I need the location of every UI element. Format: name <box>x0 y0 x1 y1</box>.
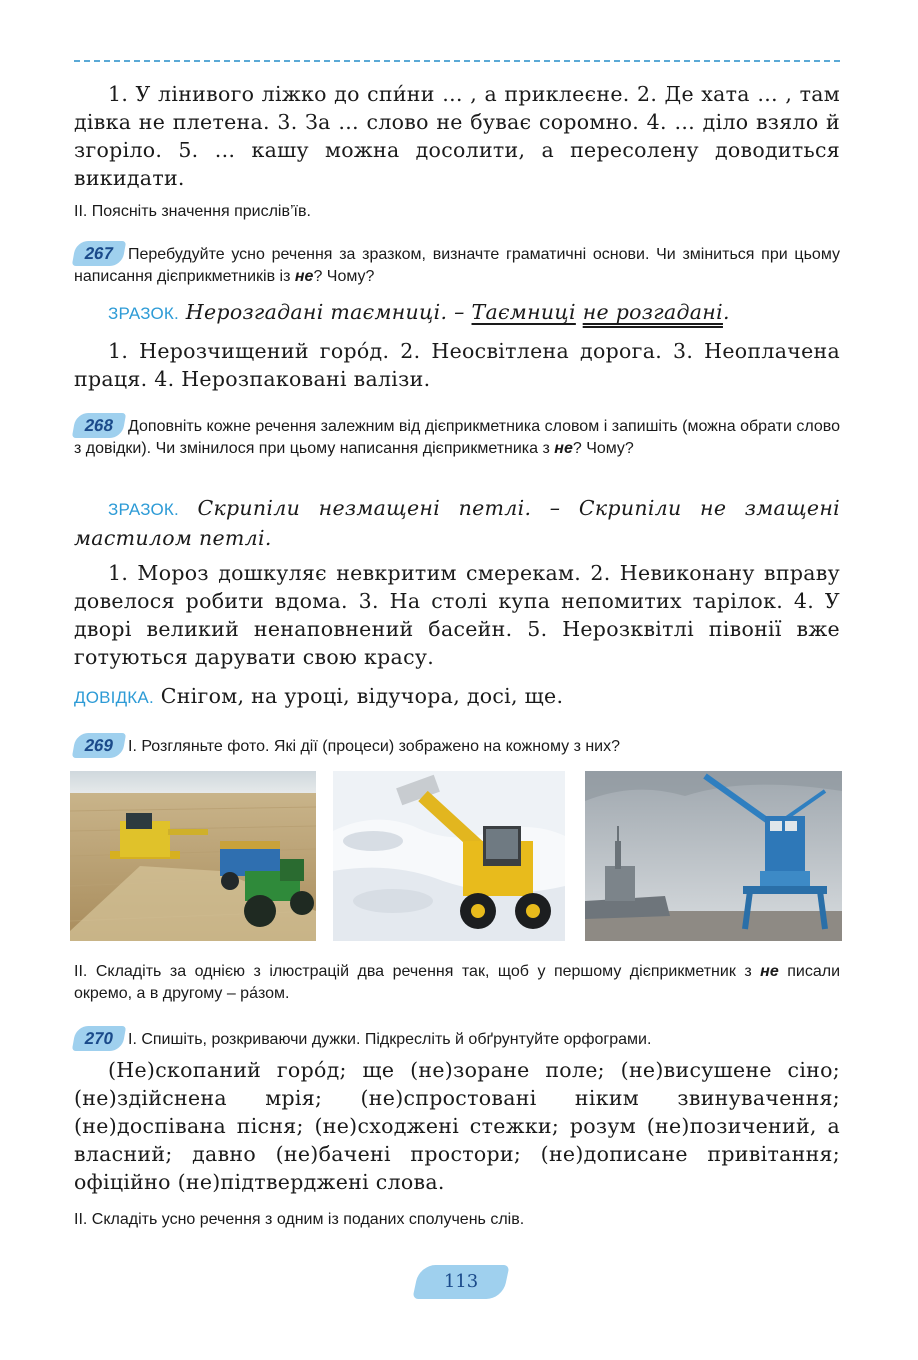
ex267-task-text: Перебудуйте усно речення за зразком, визначте граматичні основи. Чи зміниться при цьому написання дієприкметників із <box>74 246 840 285</box>
ex268-hint <box>74 682 840 712</box>
exercise-number-badge: 269 <box>72 733 126 758</box>
top-dashed-divider <box>74 60 840 62</box>
ex268-sample <box>74 494 840 552</box>
ex268-task <box>74 413 840 460</box>
exercise-number-badge: 268 <box>72 413 126 438</box>
ex266-task2: ІІ. Поясніть значення прислів’їв. <box>74 203 311 220</box>
ex270-task2: ІІ. Складіть усно речення з одним із поданих сполучень слів. <box>74 1211 525 1228</box>
harvest-photo <box>70 771 316 941</box>
sample-label: ЗРАЗОК. <box>108 500 179 519</box>
sample-text: Скрипіли незмащені петлі. – Скрипіли не змащені мастилом петлі. <box>74 496 840 550</box>
ex269-task2-ne: не <box>760 963 779 980</box>
port-crane-photo <box>585 771 842 941</box>
ex269-task1 <box>74 733 840 758</box>
sample-end: . <box>722 300 730 324</box>
ex268-task-ne: не <box>554 440 573 457</box>
sample-label: ЗРАЗОК. <box>108 304 179 323</box>
ex267-task-ne: не <box>294 268 314 285</box>
ex267-sample <box>74 298 840 328</box>
ex267-task-end: ? Чому? <box>313 268 375 285</box>
proverbs-text: 1. У лінивого ліжко до спи́ни … , а приклеєне. 2. Де хата … , там дівка не плетена. 3. За … слово не буває соромно. 4. … діло взяло й згоріло. 5. … кашу можна досолити, а пересолену доводиться викидати. <box>74 82 840 190</box>
exercise-number-badge: 270 <box>72 1026 126 1051</box>
snow-loader-photo <box>333 771 565 941</box>
ex268-task-end: ? Чому? <box>572 440 634 457</box>
exercise-number-badge: 267 <box>72 241 126 266</box>
sample-subject: Таємниці <box>471 300 576 324</box>
ex269-task1-text: І. Розгляньте фото. Які дії (процеси) зображено на кожному з них? <box>128 738 621 755</box>
hint-label: ДОВІДКА. <box>74 688 154 707</box>
sample-predicate: не розгадані <box>582 300 723 324</box>
ex269-task2-text: ІІ. Складіть за однією з ілюстрацій два речення так, щоб у першому дієприкметник з <box>74 963 761 980</box>
ex270-task1 <box>74 1026 840 1051</box>
ex270-text: (Не)скопаний горо́д; ще (не)зоране поле; (не)висушене сіно; (не)здійснена мрія; (не)спростовані ніким звинувачення; (не)доспівана пісня; (не)сходжені стежки; розум (не)позичений, а власний; давно (не)бачені простори; (не)дописане привітання; офіційно (не)підтверджені слова. <box>74 1058 840 1194</box>
ex267-text: 1. Нерозчищений горо́д. 2. Неосвітлена дорога. 3. Неоплачена праця. 4. Нерозпаковані валізи. <box>74 339 840 391</box>
ex269-task2 <box>74 961 840 1005</box>
sample-text: Нерозгадані таємниці. – <box>185 300 472 324</box>
ex270-task1-text: І. Спишіть, розкриваючи дужки. Підкресліть й обґрунтуйте орфограми. <box>128 1031 652 1048</box>
ex267-task <box>74 241 840 288</box>
ex268-task-text: Доповніть кожне речення залежним від дієприкметника словом і запишіть (можна обрати слово з довідки). Чи змінилося при цьому написання дієприкметника з <box>74 418 840 457</box>
page-number-badge <box>412 1265 509 1299</box>
page-number: 113 <box>443 1271 479 1292</box>
ex269-task2-end: писали окремо, а в другому – ра́зом. <box>74 963 841 1002</box>
hint-text: Снігом, на уроці, відучора, досі, ще. <box>160 684 564 708</box>
ex268-text: 1. Мороз дошкуляє невкритим смерекам. 2. Невиконану вправу довелося робити вдома. 3. На столі купа непомитих тарілок. 4. У дворі великий ненаповнений басейн. 5. Нерозквітлі півонії вже готуються дарувати свою красу. <box>74 561 840 669</box>
